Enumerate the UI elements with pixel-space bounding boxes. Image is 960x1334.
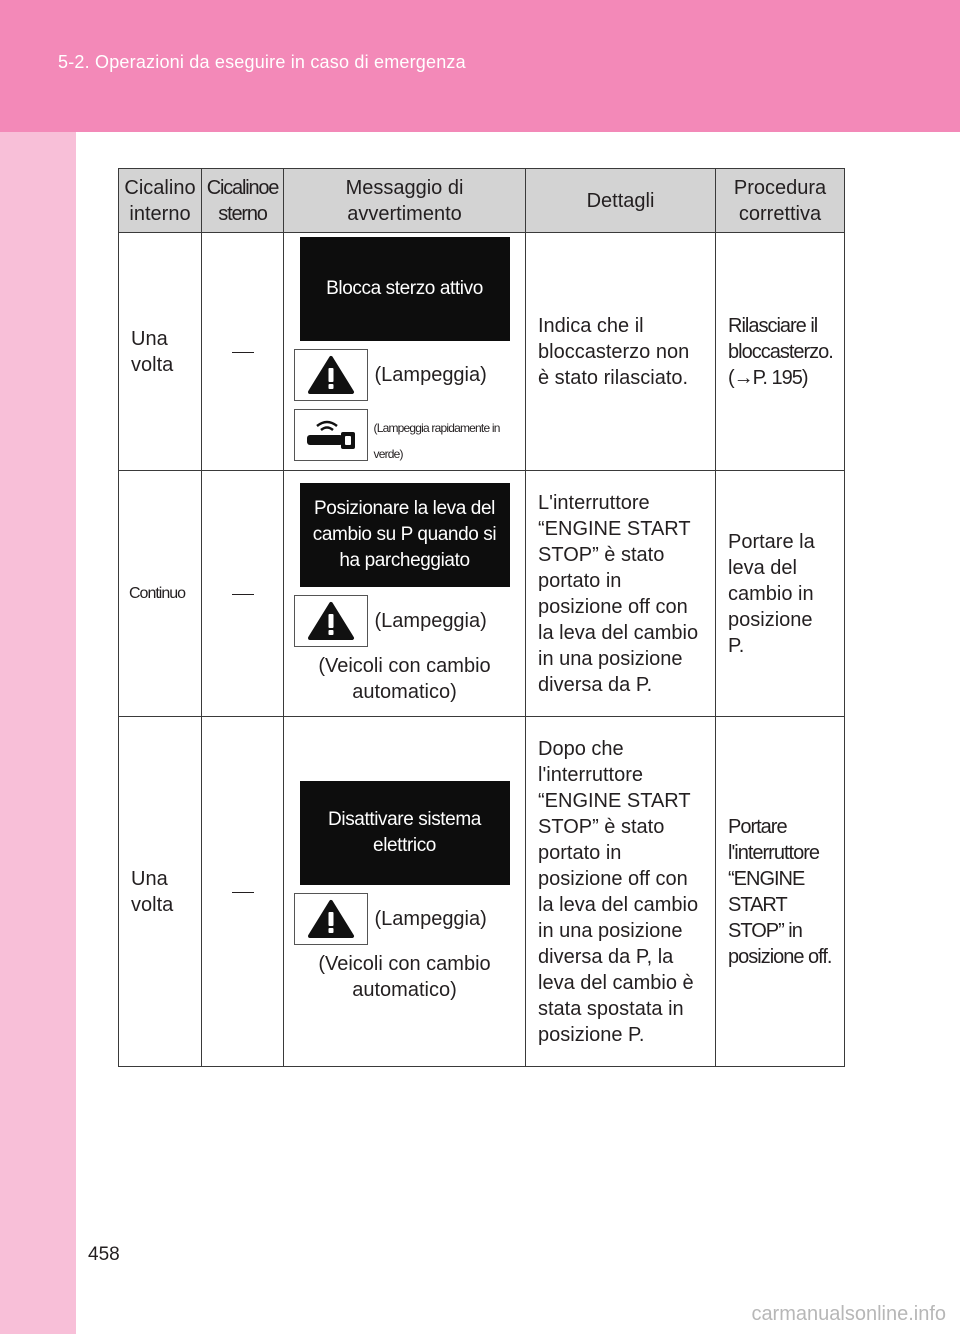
icon-row [294,349,516,401]
procedure-cell: Portare la leva del cambio in posizione P. [716,471,845,717]
vehicle-applicability-note: (Veicoli con cambio automatico) [318,654,491,703]
message-cell [284,471,526,717]
internal-buzzer-cell: Continuo [119,471,202,717]
smart-key-indicator [294,409,368,461]
internal-buzzer-cell: Una volta [119,233,202,471]
column-header-details: Dettagli [526,169,716,233]
external-buzzer-cell [202,717,284,1067]
column-header-procedure: Procedura correttiva [716,169,845,233]
icon-row [294,893,516,945]
smart-key-indicator-icon [303,417,359,453]
warning-triangle-icon [307,355,355,395]
master-warning-indicator [294,595,368,647]
section-title: 5-2. Operazioni da eseguire in caso di emergenza [58,52,466,72]
column-header-external-buzzer: Cicalinoe sterno [202,169,284,233]
internal-buzzer-cell: Una volta [119,717,202,1067]
details-cell: Indica che il bloccasterzo non è stato rilasciato. [526,233,716,471]
master-warning-indicator [294,893,368,945]
procedure-cell: Rilasciare il bloccasterzo. (→P. 195) [716,233,845,471]
column-header-internal-buzzer: Cicalino interno [119,169,202,233]
dash-mark [232,352,254,353]
watermark: carmanualsonline.info [751,1303,946,1325]
icon-label-flashing: (Lampeggia) [374,609,487,632]
vehicle-applicability-note: (Veicoli con cambio automatico) [318,952,491,1001]
icon-row [294,595,516,647]
page-number: 458 [88,1244,120,1265]
side-margin-band [0,132,76,1334]
icon-label-flashing: (Lampeggia) [374,363,487,386]
table-row [119,233,845,471]
warning-message-display: Posizionare la leva del cambio su P quando si ha parcheggiato [300,483,510,587]
table-header-row [119,169,845,233]
table-row [119,717,845,1067]
icon-label-flashing-green: (Lampeggia rapidamente in verde) [373,420,500,461]
column-header-message: Messaggio di avvertimento [284,169,526,233]
external-buzzer-cell [202,233,284,471]
dash-mark [232,892,254,893]
message-cell [284,233,526,471]
warning-message-display: Blocca sterzo attivo [300,237,510,341]
dash-mark [232,594,254,595]
warning-message-display: Disattivare sistema elettrico [300,781,510,885]
icon-label-flashing: (Lampeggia) [374,907,487,930]
details-cell: L'interruttore “ENGINE START STOP” è stato portato in posizione off con la leva del cambio in una posizione diversa da P. [526,471,716,717]
details-cell: Dopo che l'interruttore “ENGINE START STOP” è stato portato in posizione off con la leva del cambio in una posizione diversa da P, la leva del cambio è stata spostata in posizione P. [526,717,716,1067]
external-buzzer-cell [202,471,284,717]
warning-triangle-icon [307,899,355,939]
message-cell [284,717,526,1067]
page-header-band [0,0,960,132]
warning-table [118,168,845,1067]
procedure-cell: Portare l'interruttore “ENGINE START STOP” in posizione off. [716,717,845,1067]
master-warning-indicator [294,349,368,401]
warning-triangle-icon [307,601,355,641]
table-row [119,471,845,717]
icon-row [294,403,516,467]
